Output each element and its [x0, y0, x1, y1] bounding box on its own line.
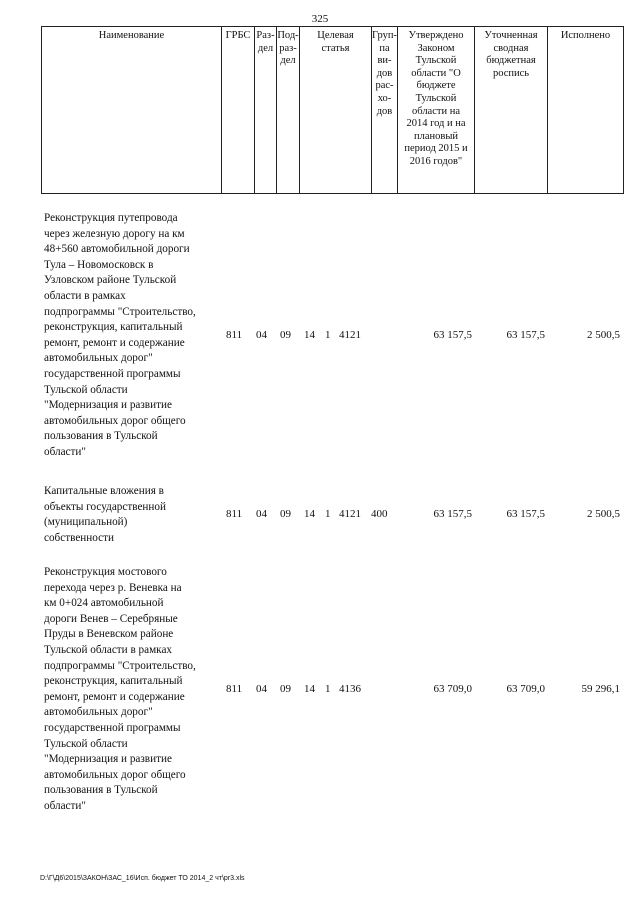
row-cs-program: 14	[304, 683, 315, 695]
header-podrazdel: Под- раз- дел	[277, 27, 300, 193]
header-approved: Утверждено Законом Тульской области "О бюджете Тульской области на 2014 год и на плановый период 2015 и 2016 годов"	[398, 27, 475, 193]
row-cs-program: 14	[304, 329, 315, 341]
row-executed: 59 296,1	[581, 683, 620, 695]
row-cs-subprogram: 1	[325, 683, 331, 695]
row-expense-group: 400	[371, 508, 388, 520]
row-refined: 63 157,5	[506, 329, 545, 341]
row-cs-program: 14	[304, 508, 315, 520]
header-name: Наименование	[42, 27, 222, 193]
file-path-footer: D:\Г\Д6\2015\ЗАКОН\ЗАС_16\Исп. бюджет ТО 2014_2 чт\pr3.xls	[40, 875, 245, 882]
header-expense-group: Груп- па ви- дов рас- хо- дов	[372, 27, 398, 193]
row-refined: 63 157,5	[506, 508, 545, 520]
row-grbs: 811	[226, 329, 243, 341]
row-podrazdel: 09	[280, 683, 291, 695]
row-executed: 2 500,5	[587, 329, 620, 341]
row-cs-code: 4121	[339, 329, 361, 341]
row-executed: 2 500,5	[587, 508, 620, 520]
row-approved: 63 157,5	[433, 329, 472, 341]
row-grbs: 811	[226, 683, 243, 695]
row-razdel: 04	[256, 683, 267, 695]
page-number: 325	[311, 13, 329, 25]
row-podrazdel: 09	[280, 508, 291, 520]
row-razdel: 04	[256, 508, 267, 520]
row-cs-subprogram: 1	[325, 329, 331, 341]
row-name: Реконструкция мостового перехода через р. Веневка на км 0+024 автомобильной дороги Венев – Серебряные Пруды в Веневском районе Тульской области в рамках подпрограммы "Строительство, реконструкция, капитальный ремонт, ремонт и содержание автомобильных дорог" государственной программы Тульской области "Модернизация и развитие автомобильных дорог общего пользования в Тульской области"	[44, 566, 196, 812]
header-razdel: Раз- дел	[255, 27, 277, 193]
row-approved: 63 157,5	[433, 508, 472, 520]
row-refined: 63 709,0	[506, 683, 545, 695]
row-name: Реконструкция путепровода через железную дорогу на км 48+560 автомобильной дороги Тула – Новомосковск в Узловском районе Тульской области в рамках подпрограммы "Строительство, реконструкция, капитальный ремонт, ремонт и содержание автомобильных дорог" государственной программы Тульской области "Модернизация и развитие автомобильных дорог общего пользования в Тульской области"	[44, 212, 196, 458]
row-podrazdel: 09	[280, 329, 291, 341]
row-approved: 63 709,0	[433, 683, 472, 695]
header-grbs: ГРБС	[222, 27, 255, 193]
row-cs-subprogram: 1	[325, 508, 331, 520]
header-refined: Уточненная сводная бюджетная роспись	[475, 27, 548, 193]
table-header	[41, 26, 624, 194]
row-razdel: 04	[256, 329, 267, 341]
row-cs-code: 4136	[339, 683, 361, 695]
header-target-article: Целевая статья	[300, 27, 372, 193]
row-cs-code: 4121	[339, 508, 361, 520]
row-grbs: 811	[226, 508, 243, 520]
header-executed: Исполнено	[560, 30, 611, 41]
row-name: Капитальные вложения в объекты государственной (муниципальной) собственности	[44, 485, 166, 544]
